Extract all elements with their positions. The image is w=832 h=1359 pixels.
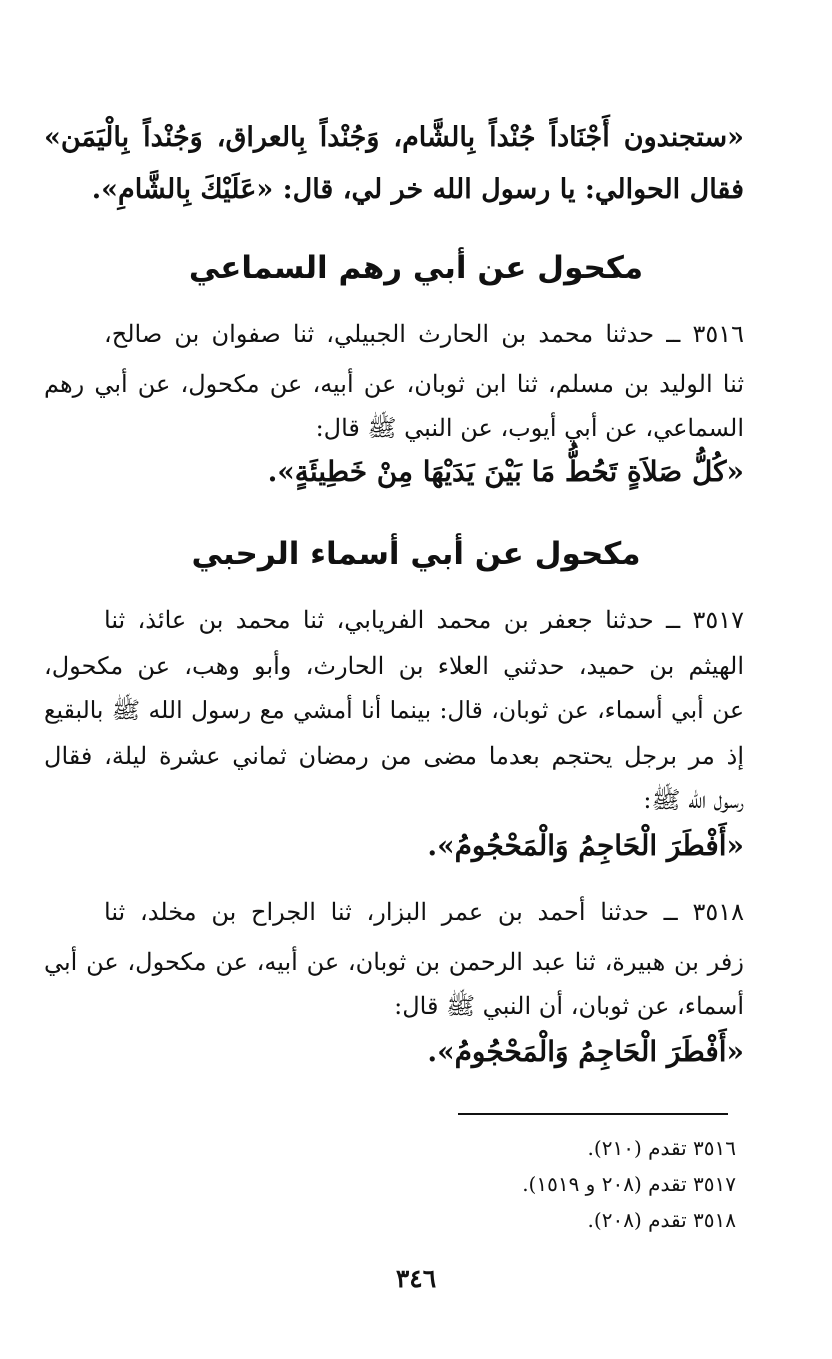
hadith-3518-quote: «أَفْطَرَ الْحَاجِمُ وَالْمَحْجُومُ».	[427, 1035, 744, 1068]
footnote-3516: ٣٥١٦ تقدم (٢١٠).	[587, 1136, 736, 1160]
hadith-3517-line-2: الهيثم بن حميد، حدثني العلاء بن الحارث، وأبو وهب، عن مكحول،	[44, 652, 744, 680]
hadith-3516-line-1: ٣٥١٦ ــ حدثنا محمد بن الحارث الجبيلي، ثنا صفوان بن صالح،	[104, 320, 744, 348]
hadith-3516-line-3: السماعي، عن أبي أيوب، عن النبي ﷺ قال:	[315, 414, 744, 442]
top-quote-line-1: «ستجندون أَجْنَاداً جُنْداً بِالشَّام، وَجُنْداً بِالعراق، وَجُنْداً بِالْيَمَن»	[44, 122, 744, 153]
hadith-3517-quote: «أَفْطَرَ الْحَاجِمُ وَالْمَحْجُومُ».	[427, 829, 744, 862]
hadith-3518-line-3: أسماء، عن ثوبان، أن النبي ﷺ قال:	[394, 992, 744, 1020]
section-heading-abi-ruhm: مكحول عن أبي رهم السماعي	[188, 250, 644, 286]
top-quote-line-2: فقال الحوالي: يا رسول الله خر لي، قال: «عَلَيْكَ بِالشَّامِ».	[91, 174, 744, 205]
footnote-3518: ٣٥١٨ تقدم (٢٠٨).	[587, 1208, 736, 1232]
hadith-3517-line-1: ٣٥١٧ ــ حدثنا جعفر بن محمد الفريابي، ثنا محمد بن عائذ، ثنا	[104, 606, 744, 634]
hadith-3517-line-5: رسول الله ﷺ:	[643, 786, 744, 814]
hadith-3518-line-2: زفر بن هبيرة، ثنا عبد الرحمن بن ثوبان، عن أبيه، عن مكحول، عن أبي	[44, 948, 744, 976]
hadith-3518-line-1: ٣٥١٨ ــ حدثنا أحمد بن عمر البزار، ثنا الجراح بن مخلد، ثنا	[104, 898, 744, 926]
footnote-separator	[458, 1113, 728, 1115]
page-number: ٣٤٦	[395, 1264, 437, 1293]
hadith-3517-line-3: عن أبي أسماء، عن ثوبان، قال: بينما أنا أمشي مع رسول الله ﷺ بالبقيع	[44, 696, 744, 724]
hadith-3517-line-4: إذ مر برجل يحتجم بعدما مضى من رمضان ثماني عشرة ليلة، فقال	[44, 742, 744, 770]
hadith-3516-line-2: ثنا الوليد بن مسلم، ثنا ابن ثوبان، عن أبيه، عن مكحول، عن أبي رهم	[44, 370, 744, 398]
hadith-3516-quote: «كُلُّ صَلاَةٍ تَحُطُّ مَا بَيْنَ يَدَيْهَا مِنْ خَطِيئَةٍ».	[267, 455, 744, 488]
footnote-3517: ٣٥١٧ تقدم (٢٠٨ و ١٥١٩).	[522, 1172, 736, 1196]
section-heading-abi-asma: مكحول عن أبي أسماء الرحبي	[191, 536, 641, 572]
